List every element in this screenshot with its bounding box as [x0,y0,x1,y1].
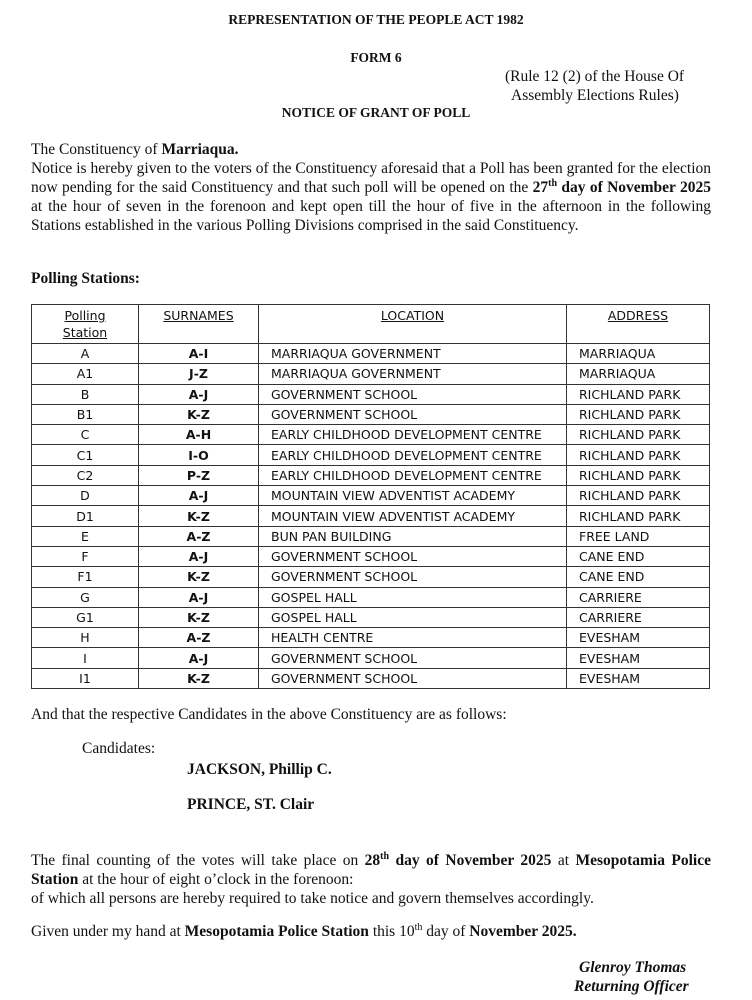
cell-location: MOUNTAIN VIEW ADVENTIST ACADEMY [259,506,567,526]
poll-day-suffix: th [548,177,558,189]
polling-stations-table [31,304,710,689]
cell-location: GOVERNMENT SCHOOL [259,404,567,424]
cell-location: MARRIAQUA GOVERNMENT [259,364,567,384]
cell-surnames: A-J [139,486,259,506]
candidate-2: PRINCE, ST. Clair [187,796,315,813]
table-row [32,445,710,465]
counting-date [365,852,552,869]
given-place: Mesopotamia Police Station [184,923,369,940]
cell-station: A [32,344,139,364]
counting-day-suffix: th [380,850,390,862]
cell-address: EVESHAM [567,628,710,648]
cell-station: C1 [32,445,139,465]
counting-text [31,851,711,889]
header-address: ADDRESS [567,305,710,344]
poll-date-rest: day of November 2025 [557,179,711,196]
poll-date [533,179,711,196]
cell-location: GOVERNMENT SCHOOL [259,384,567,404]
cell-address: RICHLAND PARK [567,404,710,424]
cell-station: H [32,628,139,648]
cell-surnames: A-I [139,344,259,364]
cell-address: CARRIERE [567,587,710,607]
table-row [32,587,710,607]
cell-address: RICHLAND PARK [567,445,710,465]
table-row [32,364,710,384]
cell-station: D [32,486,139,506]
cell-location: GOVERNMENT SCHOOL [259,546,567,566]
cell-surnames: K-Z [139,404,259,424]
cell-address: MARRIAQUA [567,364,710,384]
cell-surnames: K-Z [139,506,259,526]
header-polling-station [32,305,139,344]
cell-surnames: K-Z [139,607,259,627]
header-location: LOCATION [259,305,567,344]
candidates-label: Candidates: [82,740,156,757]
intro-paragraph [31,140,711,235]
counting-line2: of which all persons are hereby required to take notice and govern themselves accordingly. [31,890,594,907]
counting-place: Mesopotamia Police Station [31,852,711,888]
table-header-row [32,305,710,344]
cell-address: FREE LAND [567,526,710,546]
given-part3: day of [422,923,470,940]
table-row [32,567,710,587]
table-row [32,384,710,404]
cell-surnames: A-J [139,384,259,404]
table-row [32,546,710,566]
cell-location: EARLY CHILDHOOD DEVELOPMENT CENTRE [259,445,567,465]
cell-location: HEALTH CENTRE [259,628,567,648]
given-day-suffix: th [414,921,423,933]
table-row [32,344,710,364]
cell-location: BUN PAN BUILDING [259,526,567,546]
cell-station: G [32,587,139,607]
rule-reference [505,67,684,105]
table-row [32,526,710,546]
notice-text-part1: Notice is hereby given to the voters of the Constituency aforesaid that a Poll has been granted for the election now pending for the said Constituency and that such poll will be opened on the [31,160,711,196]
header-station-line1: Polling [64,308,106,323]
cell-station: F1 [32,567,139,587]
constituency-prefix: The Constituency of [31,141,162,158]
cell-surnames: J-Z [139,364,259,384]
table-row [32,425,710,445]
rule-line-1: (Rule 12 (2) of the House Of [505,68,685,85]
cell-location: GOVERNMENT SCHOOL [259,668,567,688]
cell-station: E [32,526,139,546]
cell-station: C2 [32,465,139,485]
signature-name: Glenroy Thomas [579,959,687,976]
cell-address: RICHLAND PARK [567,506,710,526]
cell-address: CARRIERE [567,607,710,627]
table-row [32,486,710,506]
candidate-1: JACKSON, Phillip C. [187,761,332,778]
cell-address: RICHLAND PARK [567,465,710,485]
table-row [32,404,710,424]
given-part2: this 10 [368,923,415,940]
cell-surnames: K-Z [139,567,259,587]
cell-location: GOSPEL HALL [259,587,567,607]
table-row [32,668,710,688]
header-surnames: SURNAMES [139,305,259,344]
cell-location: MARRIAQUA GOVERNMENT [259,344,567,364]
cell-location: EARLY CHILDHOOD DEVELOPMENT CENTRE [259,465,567,485]
cell-station: A1 [32,364,139,384]
cell-address: RICHLAND PARK [567,384,710,404]
constituency-name: Marriaqua. [161,141,239,158]
cell-address: CANE END [567,546,710,566]
cell-address: RICHLAND PARK [567,425,710,445]
candidates-intro: And that the respective Candidates in the above Constituency are as follows: [31,706,507,723]
table-row [32,506,710,526]
counting-part2: at [551,852,576,869]
counting-date-rest: day of November 2025 [389,852,552,869]
table-row [32,648,710,668]
given-line [31,922,711,941]
table-row [32,628,710,648]
cell-surnames: A-J [139,648,259,668]
notice-text [31,159,711,235]
cell-station: C [32,425,139,445]
cell-surnames: A-H [139,425,259,445]
cell-station: G1 [32,607,139,627]
poll-day: 27 [532,179,549,196]
cell-surnames: A-Z [139,628,259,648]
header-station-line2: Station [62,325,108,340]
cell-address: MARRIAQUA [567,344,710,364]
cell-surnames: A-J [139,546,259,566]
notice-title: NOTICE OF GRANT OF POLL [281,105,471,120]
counting-day: 28 [364,852,381,869]
polling-stations-heading: Polling Stations: [31,270,140,287]
cell-surnames: A-Z [139,526,259,546]
cell-station: I [32,648,139,668]
cell-address: CANE END [567,567,710,587]
table-row [32,607,710,627]
cell-location: GOVERNMENT SCHOOL [259,567,567,587]
cell-surnames: P-Z [139,465,259,485]
counting-part3: at the hour of eight o’clock in the forenoon: [78,871,354,888]
cell-location: EARLY CHILDHOOD DEVELOPMENT CENTRE [259,425,567,445]
cell-address: EVESHAM [567,668,710,688]
constituency-line [31,140,711,159]
cell-location: GOSPEL HALL [259,607,567,627]
cell-station: F [32,546,139,566]
cell-station: B1 [32,404,139,424]
cell-address: EVESHAM [567,648,710,668]
rule-line-2: Assembly Elections Rules) [511,87,679,104]
cell-surnames: K-Z [139,668,259,688]
given-date: November 2025. [469,923,577,940]
table-row [32,465,710,485]
cell-location: GOVERNMENT SCHOOL [259,648,567,668]
cell-station: I1 [32,668,139,688]
given-part1: Given under my hand at [31,923,185,940]
notice-text-part2: at the hour of seven in the forenoon and kept open till the hour of five in the afternoon in the following Stations established in the various Polling Divisions comprised in the said Constituency. [31,198,711,234]
counting-paragraph [31,851,711,908]
cell-station: D1 [32,506,139,526]
cell-address: RICHLAND PARK [567,486,710,506]
cell-location: MOUNTAIN VIEW ADVENTIST ACADEMY [259,486,567,506]
signature-title: Returning Officer [574,978,689,995]
act-title: REPRESENTATION OF THE PEOPLE ACT 1982 [228,12,524,27]
form-number: FORM 6 [350,50,402,65]
cell-surnames: A-J [139,587,259,607]
cell-surnames: I-O [139,445,259,465]
counting-part1: The final counting of the votes will take place on [31,852,365,869]
cell-station: B [32,384,139,404]
